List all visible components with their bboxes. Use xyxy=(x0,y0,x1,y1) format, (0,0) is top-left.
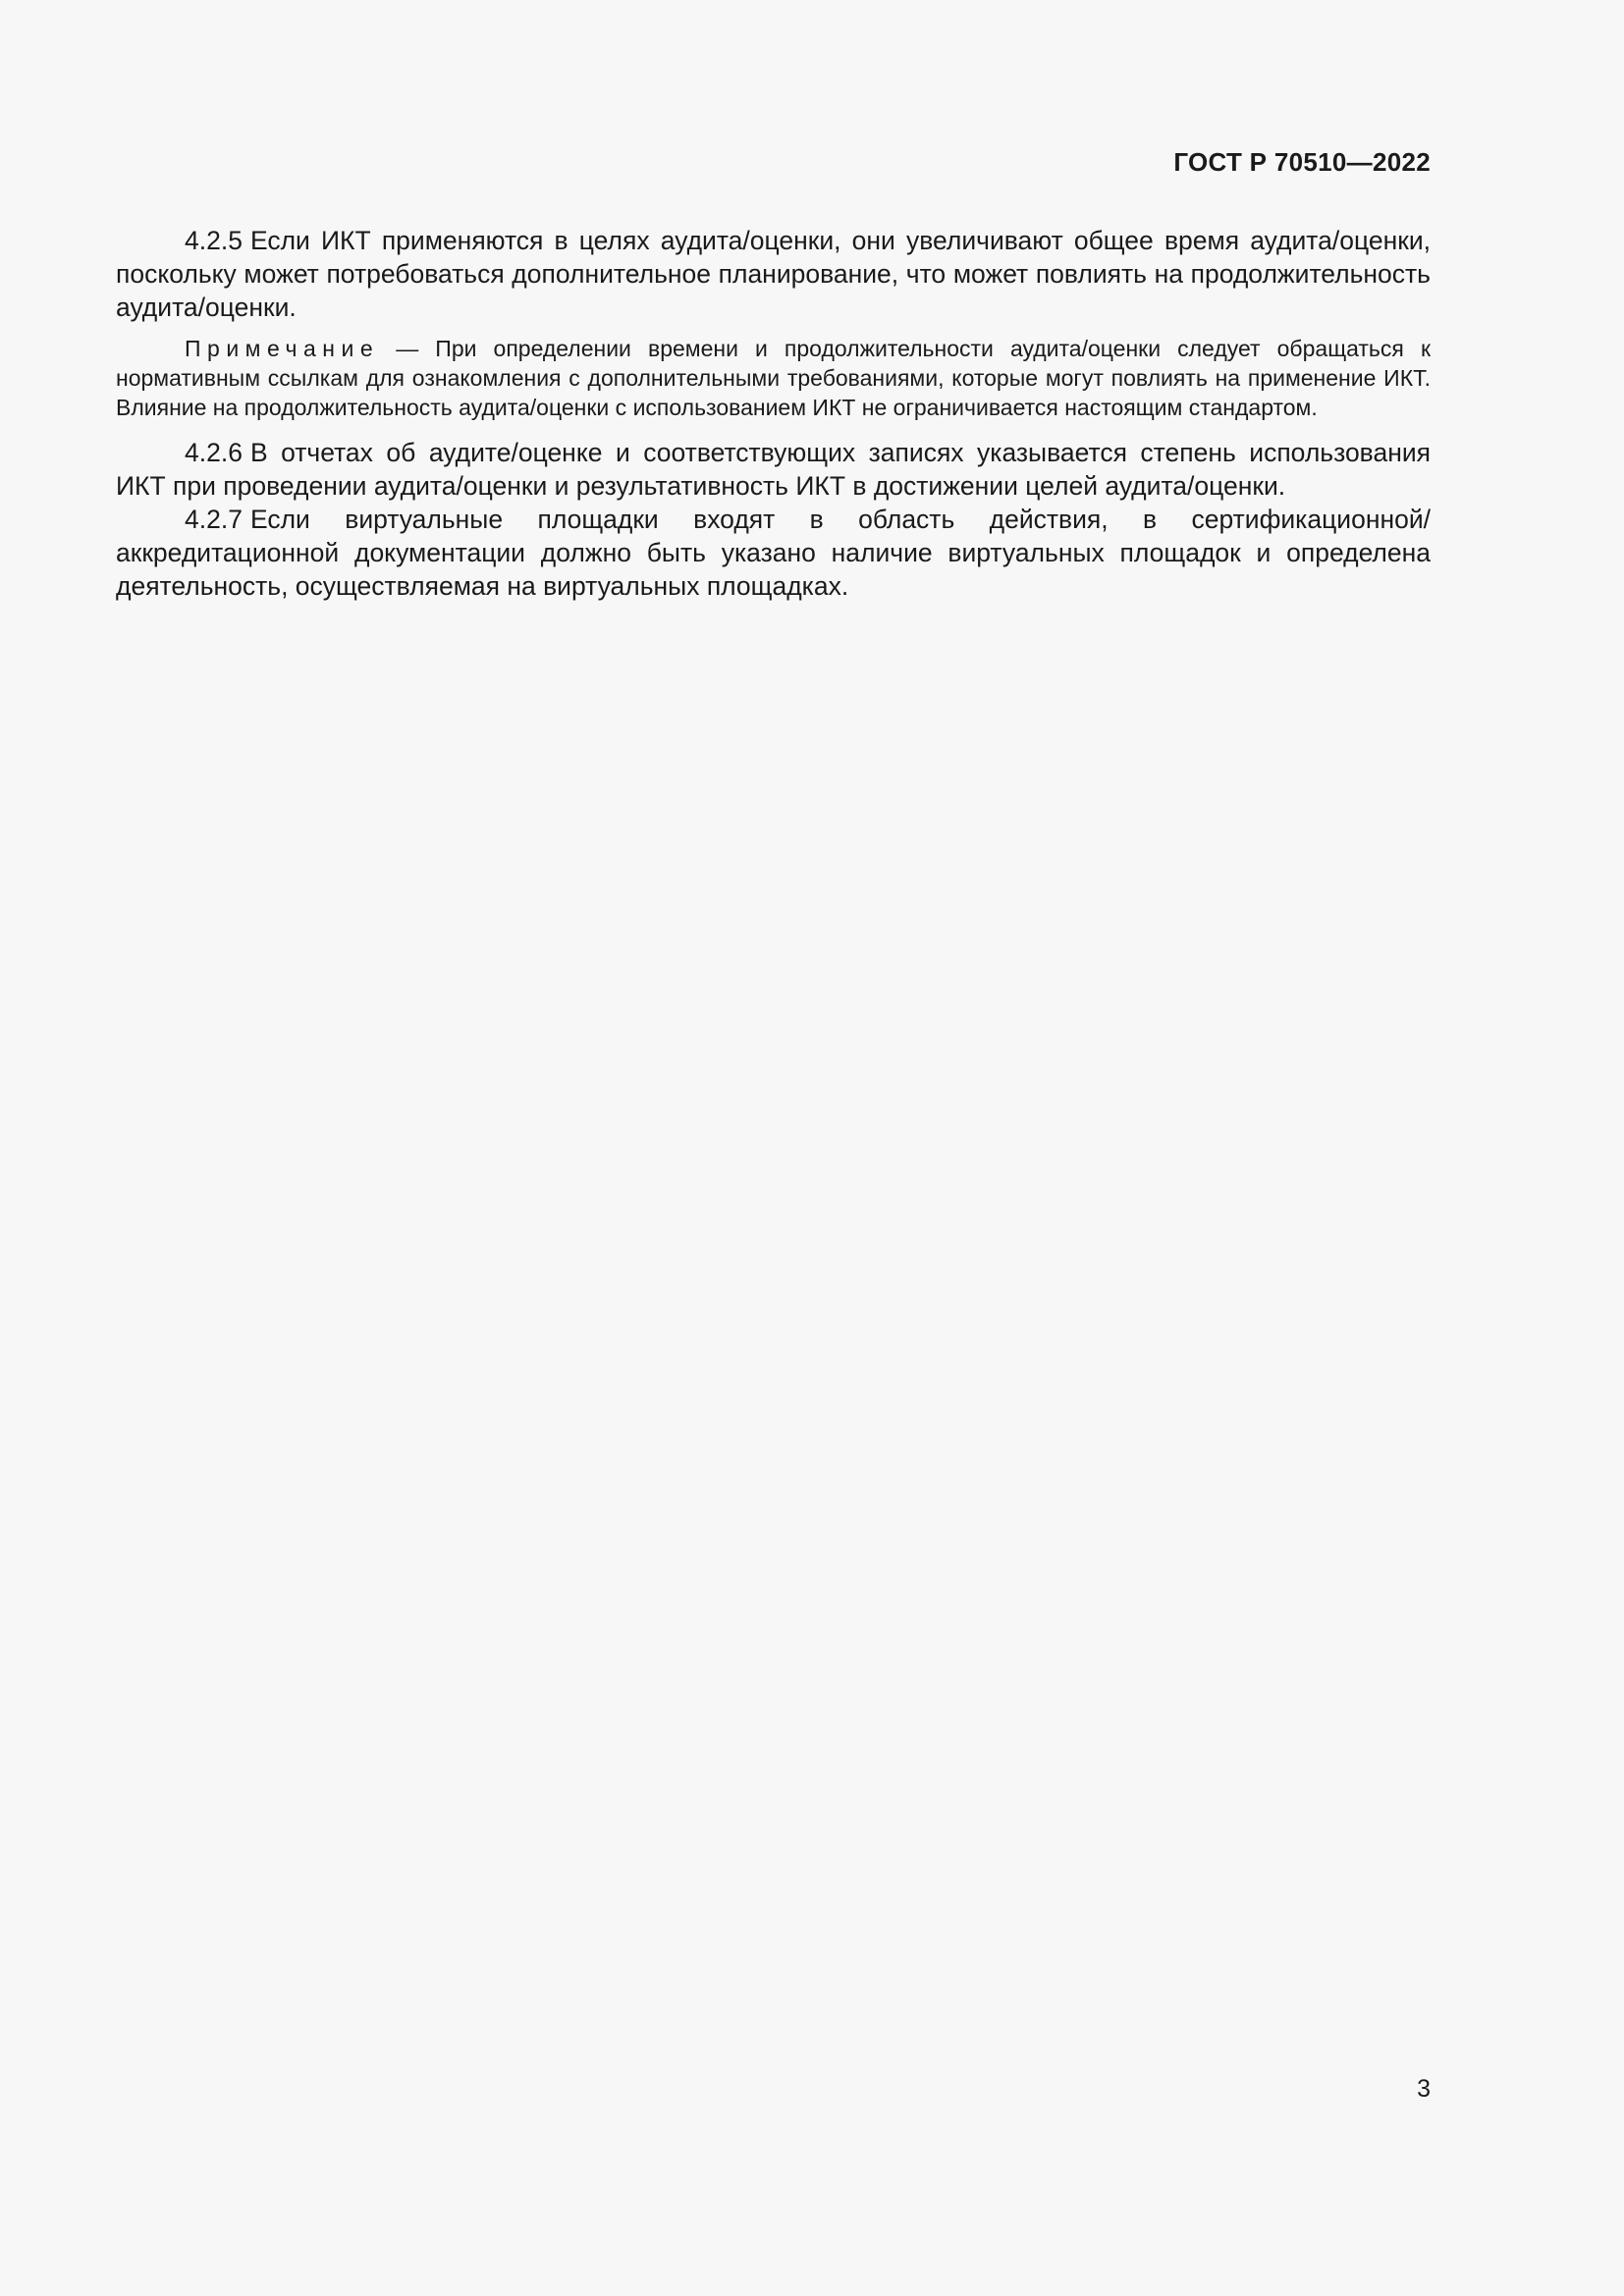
note-label: Примечание xyxy=(185,336,380,361)
clause-4-2-5 xyxy=(116,224,1431,324)
document-code-header: ГОСТ Р 70510—2022 xyxy=(1173,147,1431,177)
note-text: — При определении времени и продолжительности аудита/оценки следует обращаться к нормативным ссылкам для ознакомления с дополнительными требованиями, которые могут повлиять на применение ИКТ. Влияние на продолжительность аудита/оценки с использованием ИКТ не ограничивается настоящим стандартом. xyxy=(116,336,1432,420)
clause-number: 4.2.7 xyxy=(185,505,243,534)
clause-4-2-6 xyxy=(116,436,1431,503)
clause-4-2-7 xyxy=(116,503,1431,603)
clause-number: 4.2.5 xyxy=(185,226,243,255)
page-number: 3 xyxy=(1417,2075,1431,2103)
clause-text: В отчетах об аудите/оценке и соответствующих записях указывается степень использования ИКТ при проведении аудита/оценки и результативность ИКТ в достижении целей аудита/оценки. xyxy=(116,438,1431,501)
note-paragraph xyxy=(116,334,1431,422)
clause-text: Если виртуальные площадки входят в область действия, в сертификационной/аккредитационной документации должно быть указано наличие виртуальных площадок и определена деятельность, осуществляемая на виртуальных площадках. xyxy=(116,505,1431,601)
document-body xyxy=(116,224,1431,603)
clause-text: Если ИКТ применяются в целях аудита/оценки, они увеличивают общее время аудита/оценки, поскольку может потребоваться дополнительное планирование, что может повлиять на продолжительность аудита/оценки. xyxy=(116,226,1431,322)
clause-number: 4.2.6 xyxy=(185,438,243,467)
